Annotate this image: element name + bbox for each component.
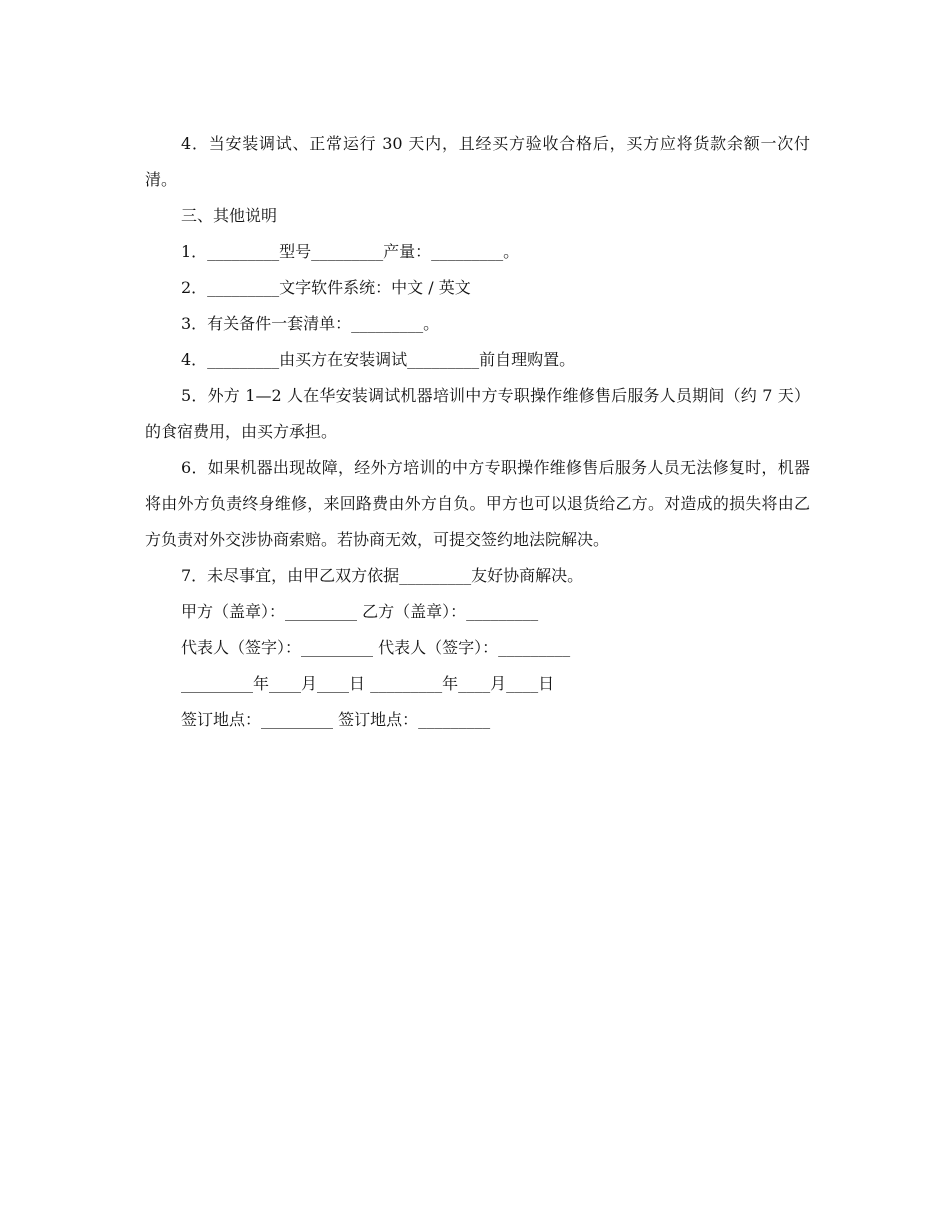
document-body [145,126,810,738]
signature-seal-line: 甲方（盖章）：_________ 乙方（盖章）：_________ [181,602,539,621]
signature-date-line: _________年____月____日 _________年____月____日 [181,674,555,693]
note-7-unsettled-matters: 7．未尽事宜，由甲乙双方依据_________友好协商解决。 [181,566,584,585]
note-2-software-system: 2．_________文字软件系统：中文 / 英文 [181,278,471,297]
note-1-model-output: 1．_________型号_________产量：_________。 [181,242,520,261]
note-3-spare-parts: 3．有关备件一套清单：_________。 [181,314,440,333]
section-heading-other-notes: 三、其他说明 [181,206,278,225]
clause-4-payment: 4．当安装调试、正常运行 30 天内，且经买方验收合格后，买方应将货款余额一次付清。 [145,134,810,189]
note-6-machine-failure: 6．如果机器出现故障，经外方培训的中方专职操作维修售后服务人员无法修复时，机器将由外方负责终身维修，来回路费由外方自负。甲方也可以退货给乙方。对造成的损失将由乙方负责对外交涉协商索赔。若协商无效，可提交签约地法院解决。 [145,458,810,549]
signing-location-line: 签订地点：_________ 签订地点：_________ [181,710,491,729]
signature-representative-line: 代表人（签字）：_________ 代表人（签字）：_________ [181,638,571,657]
note-4-purchase: 4．_________由买方在安装调试_________前自理购置。 [181,350,576,369]
note-5-accommodation: 5．外方 1—2 人在华安装调试机器培训中方专职操作维修售后服务人员期间（约 7 天）的食宿费用，由买方承担。 [145,386,810,441]
